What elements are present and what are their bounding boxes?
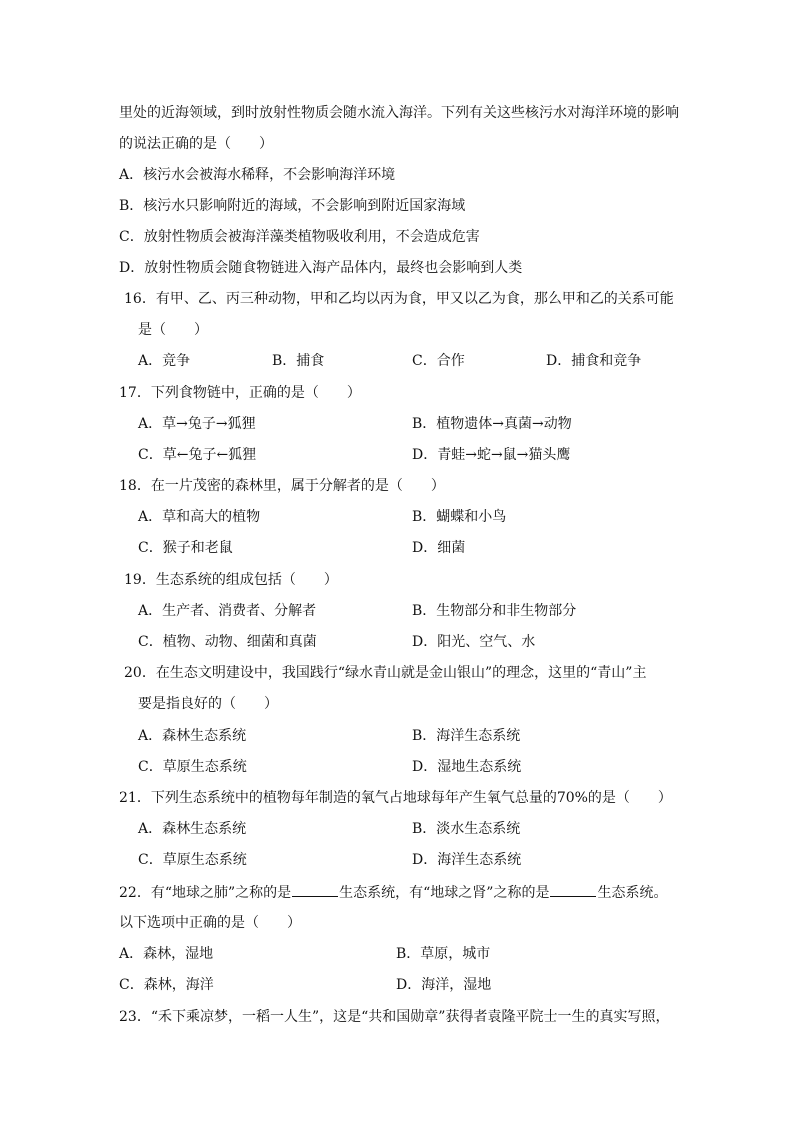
q22-stem-part1: 22．有“地球之肺”之称的是: [119, 885, 292, 901]
q20-option-d: D．湿地生态系统: [412, 759, 522, 775]
q15-option-d: D．放射性物质会随食物链进入海产品体内，最终也会影响到人类: [119, 260, 523, 276]
q16-option-b: B．捕食: [272, 353, 325, 369]
q22-answer-blank-1[interactable]: [292, 882, 338, 897]
q22-option-c: C．森林，海洋: [119, 977, 214, 993]
q18-option-d: D．细菌: [412, 540, 466, 556]
q19-option-b: B．生物部分和非生物部分: [412, 603, 577, 619]
q20-option-a: A．森林生态系统: [138, 728, 247, 744]
q19-option-d: D．阳光、空气、水: [412, 634, 536, 650]
q22-stem-line1: [119, 882, 667, 903]
q20-stem-line2: 要是指良好的（ ）: [138, 696, 278, 712]
q23-stem-line1: 23．“禾下乘凉梦，一稻一人生”，这是“共和国勋章”获得者袁隆平院士一生的真实写照，: [119, 1009, 670, 1025]
q21-option-d: D．海洋生态系统: [412, 852, 522, 868]
q20-option-b: B．海洋生态系统: [412, 728, 521, 744]
q15-option-c: C．放射性物质会被海洋藻类植物吸收利用，不会造成危害: [119, 229, 480, 245]
q15-option-b: B．核污水只影响附近的海域，不会影响到附近国家海域: [119, 198, 466, 214]
q19-option-c: C．植物、动物、细菌和真菌: [138, 634, 317, 650]
q17-option-d: D．青蛙→蛇→鼠→猫头鹰: [412, 447, 571, 463]
q18-option-a: A．草和高大的植物: [138, 509, 261, 525]
q19-option-a: A．生产者、消费者、分解者: [138, 603, 317, 619]
q22-stem-line2: 以下选项中正确的是（ ）: [119, 915, 301, 931]
q21-stem: 21．下列生态系统中的植物每年制造的氧气占地球每年产生氧气总量的70%的是（ ）: [119, 790, 672, 806]
q20-option-c: C．草原生态系统: [138, 759, 247, 775]
q17-option-c: C．草←兔子←狐狸: [138, 447, 257, 463]
q16-option-a: A．竞争: [138, 353, 191, 369]
q17-option-b: B．植物遗体→真菌→动物: [412, 416, 572, 432]
q22-option-d: D．海洋，湿地: [396, 977, 492, 993]
q16-option-c: C．合作: [412, 353, 465, 369]
q22-stem-part3: 生态系统。: [597, 885, 668, 901]
q21-option-c: C．草原生态系统: [138, 852, 247, 868]
q16-stem-line1: 16．有甲、乙、丙三种动物，甲和乙均以丙为食，甲又以乙为食，那么甲和乙的关系可能: [124, 291, 674, 307]
q22-option-b: B．草原，城市: [396, 946, 491, 962]
q16-stem-line2: 是（ ）: [138, 322, 208, 338]
q18-stem: 18．在一片茂密的森林里，属于分解者的是（ ）: [119, 478, 445, 494]
q22-stem-part2: 生态系统，有“地球之肾”之称的是: [339, 885, 550, 901]
q17-option-a: A．草→兔子→狐狸: [138, 416, 256, 432]
q15-stem-line1: 里处的近海领域，到时放射性物质会随水流入海洋。下列有关这些核污水对海洋环境的影响: [119, 105, 679, 121]
q18-option-b: B．蝴蝶和小鸟: [412, 509, 507, 525]
q20-stem-line1: 20．在生态文明建设中，我国践行“绿水青山就是金山银山”的理念，这里的“青山”主: [124, 665, 647, 681]
q22-option-a: A．森林，湿地: [119, 946, 214, 962]
q22-answer-blank-2[interactable]: [550, 882, 596, 897]
q21-option-b: B．淡水生态系统: [412, 821, 521, 837]
q18-option-c: C．猴子和老鼠: [138, 540, 233, 556]
q19-stem: 19．生态系统的组成包括（ ）: [124, 572, 338, 588]
q17-stem: 17．下列食物链中，正确的是（ ）: [119, 385, 361, 401]
q15-stem-line2: 的说法正确的是（ ）: [119, 136, 273, 152]
q21-option-a: A．森林生态系统: [138, 821, 247, 837]
q15-option-a: A．核污水会被海水稀释，不会影响海洋环境: [119, 167, 396, 183]
q16-option-d: D．捕食和竞争: [546, 353, 642, 369]
